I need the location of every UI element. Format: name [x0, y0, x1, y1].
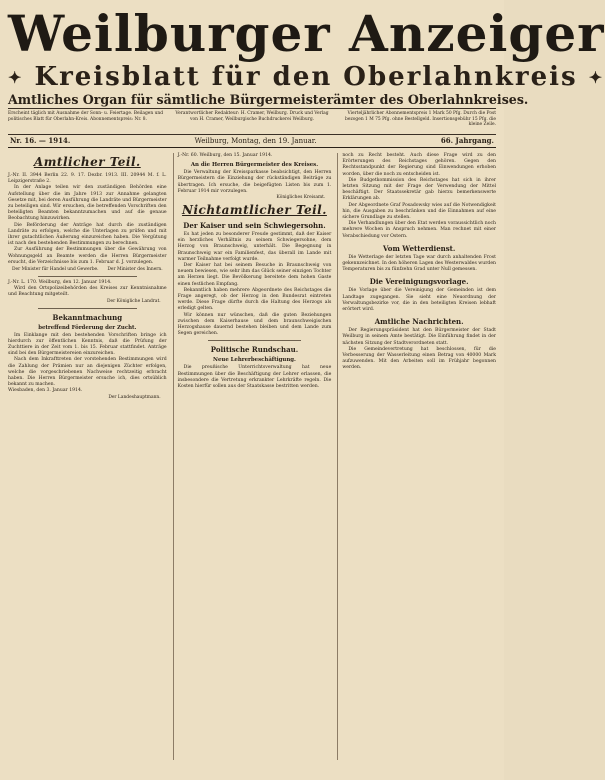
paragraph: Wird den Ortspolizeibehörden des Kreises zur Kenntnisnahme und Beachtung mitgeteilt. [8, 286, 167, 298]
article-subheading: Neue Lehrerbeschäftigung. [213, 357, 296, 364]
article-subheading: betreffend Förderung der Zucht. [38, 324, 137, 331]
ref-2: J.-Nr. L. 170. Weilburg, den 12. Januar 1914. [8, 280, 112, 286]
paragraph: Wir können nur wünschen, daß die guten Beziehungen zwischen dem Kaiserhause und dem braunschweigischen Herzogshause dauernd bestehen bleiben und dem Lande zum Segen gereichen. [177, 312, 332, 337]
masthead-subtitle-text: Kreisblatt für den Oberlahnkreis [34, 62, 578, 92]
paragraph: Die Wetterlage der letzten Tage war durch anhaltenden Frost gekennzeichnet. In den höheren Lagen des Westerwaldes wurden Temperaturen bis zu fünfzehn Grad unter Null gemessen. [342, 254, 497, 273]
article-heading: Amtliche Nachrichten. [374, 317, 464, 327]
paragraph: Die preußische Unterrichtsverwaltung hat neue Bestimmungen über die Beschäftigung der Lehrer erlassen, die insbesondere die Vertretung erkrankter Lehrkräfte regeln. Die Kosten hierfür sollen aus der Staatskasse bestritten werden. [177, 365, 332, 390]
signature-left: Der Minister für Handel und Gewerbe. [12, 267, 99, 273]
ornament-right-icon: ✦ [588, 68, 605, 87]
paragraph: Nach dem Inkrafttreten der vorstehenden Bestimmungen wird die Zahlung der Prämien nur an diejenigen Züchter erfolgen, welche die vorgeschriebenen Nachweise rechtzeitig erbracht haben. Die Herren Bürgermeister ersuche ich, dies ortsüblich bekannt zu machen. [8, 357, 167, 388]
signature: Der Landeshauptmann. [108, 394, 161, 400]
signature-row [12, 267, 163, 273]
paragraph: Die Verwaltung der Kreissparkasse beabsichtigt, den Herren Bürgermeistern die Einziehung der rückständigen Beiträge zu übertragen. Ich ersuche, die beigefügten Listen bis zum 1. Februar 1914 mir vorzulegen. [177, 170, 332, 194]
divider [38, 308, 137, 309]
divider [38, 276, 137, 277]
paragraph: Die Gemeindevertretung hat beschlossen, für die Verbesserung der Wasserleitung einen Betrag von 40000 Mark aufzuwenden. Mit den Arbeiten soll im Frühjahr begonnen werden. [342, 346, 497, 371]
dateline [8, 135, 496, 148]
issue-date: Weilburg, Montag, den 19. Januar. [194, 137, 317, 145]
article-heading: Die Vereinigungsvorlage. [369, 277, 469, 287]
paragraph: Die Vorlage über die Vereinigung der Gemeinden ist dem Landtage zugegangen. Sie sieht eine Neuordnung der Verwaltungsbezirke vor, die in den beteiligten Kreisen lebhaft erörtert wird. [342, 288, 497, 313]
paragraph: Zur Ausführung der Bestimmungen über die Gewährung von Wohnungsgeld an Beamte werden die Herren Bürgermeister ersucht, die Verzeichnisse bis zum 1. Februar d. J. vorzulegen. [8, 247, 167, 265]
paragraph: Die Beförderung der Anträge hat durch die zuständigen Landräte zu erfolgen, welche die Unterlagen zu prüfen und mit ihrer gutachtlichen Äußerung einzureichen haben. Die Vergütung ist nach den bestehenden Bestimmungen zu berechnen. [8, 222, 167, 247]
info-center: Verantwortlicher Redakteur: H. Cramer, Weilburg. Druck und Verlag von H. Cramer, Weilburgische Buchdruckerei Weilburg. [175, 111, 329, 122]
column-1 [8, 153, 167, 760]
divider [208, 340, 302, 341]
signature-right: Der Minister des Innern. [107, 267, 163, 273]
article-heading: Politische Rundschau. [210, 345, 299, 355]
paragraph: Der Kaiser hat bei seinem Besuche in Braunschweig von neuem bewiesen, wie sehr ihm das Glück seiner einzigen Tochter am Herzen liegt. Die Bevölkerung bereitete dem hohen Gaste einen festlichen Empfang. [177, 263, 332, 287]
article-heading: Bekanntmachung [52, 312, 123, 322]
info-bar [8, 109, 496, 135]
ornament-left-icon: ✦ [8, 68, 24, 87]
ref-1: J.-Nr. II. 3944 Berlin 22. 9. 17. Dezbr. 1913. III. 20944 M. f. L. Leipzigerstraße 2. [8, 173, 167, 185]
column-3 [337, 153, 496, 760]
column-2 [173, 153, 332, 760]
info-right: Vierteljährlicher Abonnementspreis 1 Mark 50 Pfg. Durch die Post bezogen 1 M 75 Pfg. ohne Bestellgeld. Insertionsgebühr 15 Pfg. die kleine Zeile. [345, 111, 496, 128]
issue-number: Nr. 16. — 1914. [10, 136, 71, 145]
signature: Königliches Kreisamt. [276, 195, 326, 201]
ref: J.-Nr. 60. Weilburg, den 15. Januar 1914. [177, 153, 273, 158]
article-columns [8, 148, 496, 760]
masthead-organ: Amtliches Organ für sämtliche Bürgermeisterämter des Oberlahnkreises. [8, 92, 529, 107]
date-line: Wiesbaden, den 3. Januar 1914. [8, 388, 83, 394]
addressee: An die Herren Bürgermeister des Kreises. [190, 162, 319, 169]
paragraph: Die Budgetkommission des Reichstages hat sich in ihrer letzten Sitzung mit der Frage der Verwendung der Mittel beschäftigt. Der Staatssekretär gab hierzu bemerkenswerte Erklärungen ab. [342, 177, 497, 202]
info-left: Erscheint täglich mit Ausnahme der Sonn- u. Feiertage. Beilagen und politisches Blatt für Oberlahn-Kreis. Abonnementspreis: Nr. 8. [8, 111, 164, 122]
paragraph: Der Abgeordnete Graf Posadowsky wies auf die Notwendigkeit hin, die Ausgaben zu beschränken und die Einnahmen auf eine sichere Grundlage zu stellen. [342, 202, 497, 221]
article-heading: Vom Wetterdienst. [382, 243, 456, 253]
paragraph: Der Regierungspräsident hat den Bürgermeister der Stadt Weilburg in seinem Amte bestätigt. Die Einführung findet in der nächsten Sitzung der Stadtverordneten statt. [342, 328, 497, 346]
paragraph: In der Anlage teilen wir den zuständigen Behörden eine Aufstellung über die im Jahre 1913 zur Annahme gelangten Gesetze mit, bei deren Ausführung die Landräte und Bürgermeister zu beteiligen sind. Wir ersuchen, die betreffenden Vorschriften den beteiligten Beamten bekanntzumachen und auf die genaue Beobachtung hinzuwirken. [8, 185, 167, 222]
masthead-title: Weilburger Anzeiger [8, 4, 605, 63]
article-heading: Der Kaiser und sein Schwiegersohn. [183, 221, 326, 231]
paragraph: Im Einklange mit den bestehenden Vorschriften bringe ich hierdurch zur öffentlichen Kenntnis, daß die Prüfung der Zuchttiere in der Zeit vom 1. bis 15. Februar stattfindet. Anträge sind bei den Bürgermeistereien einzureichen. [8, 332, 167, 357]
issue-year: 66. Jahrgang. [440, 136, 494, 145]
paragraph: Bekanntlich haben mehrere Abgeordnete des Reichstages die Frage angeregt, ob der Herzog in den Bundesrat eintreten werde. Diese Frage dürfte durch die Haltung des Herzogs als erledigt gelten. [177, 287, 332, 312]
masthead-subtitle [8, 62, 605, 92]
section-title-unofficial: Nichtamtlicher Teil. [182, 203, 327, 218]
paragraph: noch zu Recht besteht. Auch diese Frage wird zu den Erörterungen des Reichstages gehören. Gegen den Rechtsstandpunkt der Regierung sind Einwendungen erhoben worden, über die noch zu entscheiden ist. [342, 153, 497, 177]
paragraph: Die Verhandlungen über den Etat werden voraussichtlich noch mehrere Wochen in Anspruch nehmen. Man rechnet mit einer Verabschiedung vor Ostern. [342, 221, 497, 239]
paragraph: Es hat jeden zu besonderer Freude gestimmt, daß der Kaiser ein herzliches Verhältnis zu seinem Schwiegersohne, dem Herzog von Braunschweig, unterhält. Die Begegnung in Braunschweig war ein Familienfest, das überall im Lande mit warmer Teilnahme verfolgt wurde. [177, 232, 332, 262]
section-title-official: Amtlicher Teil. [33, 155, 141, 169]
signature: Der Königliche Landrat. [107, 298, 161, 304]
